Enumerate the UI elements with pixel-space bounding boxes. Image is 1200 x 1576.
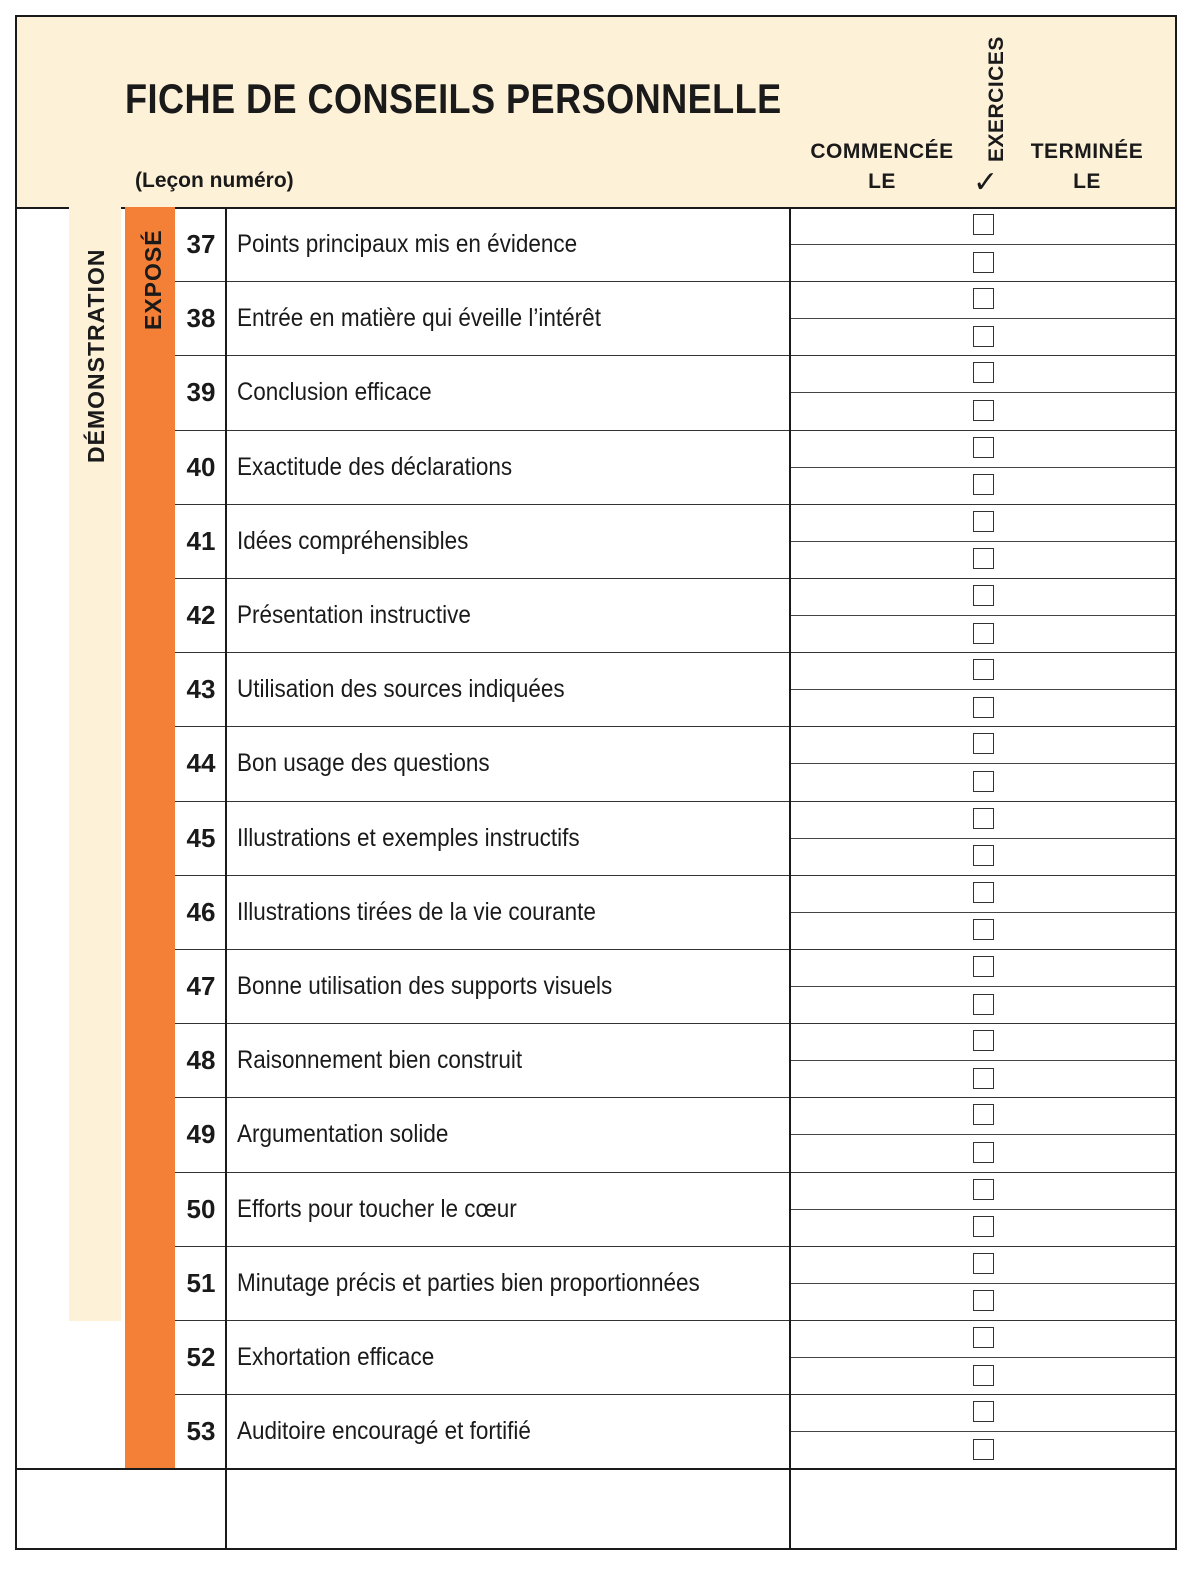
row-divider: [175, 949, 1175, 950]
table-bottom-border: [17, 1468, 1175, 1470]
exercise-checkbox[interactable]: [973, 659, 994, 680]
title-column-left-border: [225, 207, 227, 1548]
row-divider: [175, 578, 1175, 579]
row-divider: [175, 801, 1175, 802]
lesson-title: Raisonnement bien construit: [237, 1046, 523, 1075]
lesson-number: 42: [186, 600, 216, 630]
row-divider-thin: [789, 1060, 1175, 1061]
lesson-title: Auditoire encouragé et fortifié: [237, 1417, 531, 1446]
lesson-number: 37: [186, 229, 216, 259]
lesson-title: Efforts pour toucher le cœur: [237, 1194, 517, 1223]
row-divider-thin: [789, 912, 1175, 913]
row-divider: [175, 875, 1175, 876]
exercise-checkbox[interactable]: [973, 214, 994, 235]
exercise-checkbox[interactable]: [973, 771, 994, 792]
exercise-checkbox[interactable]: [973, 548, 994, 569]
lesson-title: Entrée en matière qui éveille l’intérêt: [237, 304, 601, 333]
lesson-number: 40: [186, 451, 216, 482]
exercise-checkbox[interactable]: [973, 1327, 994, 1348]
row-divider: [175, 355, 1175, 356]
row-divider-thin: [789, 986, 1175, 987]
exercise-checkbox[interactable]: [973, 623, 994, 644]
exercise-checkbox[interactable]: [973, 585, 994, 606]
lesson-number: 38: [186, 303, 216, 334]
checkmark-icon: ✓: [973, 165, 999, 200]
row-divider-thin: [789, 838, 1175, 839]
row-divider-thin: [789, 1134, 1175, 1135]
lesson-number-label: (Leçon numéro): [135, 169, 294, 192]
exercise-checkbox[interactable]: [973, 288, 994, 309]
lesson-title: Utilisation des sources indiquées: [237, 675, 565, 704]
exercise-checkbox[interactable]: [973, 1401, 994, 1422]
exercise-checkbox[interactable]: [973, 474, 994, 495]
lesson-title: Bon usage des questions: [237, 749, 490, 778]
exercise-checkbox[interactable]: [973, 1439, 994, 1460]
lesson-title: Minutage précis et parties bien proportionnées: [237, 1268, 700, 1297]
exercise-checkbox[interactable]: [973, 733, 994, 754]
lesson-number: 48: [186, 1045, 216, 1076]
lesson-number: 50: [186, 1193, 216, 1224]
exercises-column-header: EXERCICES: [985, 36, 1008, 162]
exercise-checkbox[interactable]: [973, 956, 994, 977]
expose-band: [125, 207, 175, 1469]
exercise-checkbox[interactable]: [973, 252, 994, 273]
row-divider: [175, 281, 1175, 282]
lesson-number: 44: [186, 748, 216, 779]
lesson-title: Bonne utilisation des supports visuels: [237, 972, 613, 1000]
finished-le-label: LE: [1073, 170, 1101, 193]
date-column-left-border: [789, 207, 791, 1548]
lesson-number: 52: [186, 1342, 216, 1372]
row-divider: [175, 430, 1175, 431]
lesson-number: 41: [186, 525, 216, 556]
exercise-checkbox[interactable]: [973, 1365, 994, 1386]
row-divider-thin: [789, 244, 1175, 245]
lesson-number: 43: [186, 674, 216, 705]
exercise-checkbox[interactable]: [973, 845, 994, 866]
lesson-number: 46: [186, 896, 216, 927]
exercise-checkbox[interactable]: [973, 1253, 994, 1274]
row-divider-thin: [789, 1357, 1175, 1358]
exercise-checkbox[interactable]: [973, 1104, 994, 1125]
row-divider-thin: [789, 318, 1175, 319]
lesson-title: Argumentation solide: [237, 1120, 449, 1149]
row-divider: [175, 652, 1175, 653]
page-title: FICHE DE CONSEILS PERSONNELLE: [125, 75, 782, 122]
lesson-title: Illustrations et exemples instructifs: [237, 823, 580, 852]
exercise-checkbox[interactable]: [973, 994, 994, 1015]
row-divider: [175, 1023, 1175, 1024]
row-divider: [175, 504, 1175, 505]
lesson-number: 53: [186, 1416, 216, 1447]
exercise-checkbox[interactable]: [973, 362, 994, 383]
exercise-checkbox[interactable]: [973, 919, 994, 940]
lesson-number: 45: [186, 822, 216, 853]
row-divider: [175, 1097, 1175, 1098]
lesson-number: 49: [186, 1119, 216, 1150]
lesson-number: 39: [186, 377, 216, 408]
exercise-checkbox[interactable]: [973, 511, 994, 532]
exercise-checkbox[interactable]: [973, 1290, 994, 1311]
row-divider-thin: [789, 689, 1175, 690]
exercise-checkbox[interactable]: [973, 437, 994, 458]
started-label: COMMENCÉE: [810, 140, 954, 163]
lesson-title: Points principaux mis en évidence: [237, 230, 578, 258]
exercise-checkbox[interactable]: [973, 1142, 994, 1163]
expose-label: EXPOSÉ: [140, 229, 166, 330]
exercise-checkbox[interactable]: [973, 1030, 994, 1051]
row-divider: [175, 1320, 1175, 1321]
sheet-header: [17, 17, 1175, 209]
row-divider-thin: [789, 467, 1175, 468]
row-divider-thin: [789, 1283, 1175, 1284]
row-divider-thin: [789, 541, 1175, 542]
lesson-title: Présentation instructive: [237, 601, 471, 629]
lesson-title: Exhortation efficace: [237, 1343, 435, 1371]
row-divider-thin: [789, 1431, 1175, 1432]
lesson-title: Idées compréhensibles: [237, 526, 469, 555]
lesson-number: 51: [186, 1267, 216, 1298]
exercise-checkbox[interactable]: [973, 1216, 994, 1237]
demonstration-label: DÉMONSTRATION: [83, 248, 109, 463]
row-divider: [175, 1246, 1175, 1247]
started-le-label: LE: [868, 170, 896, 193]
finished-label: TERMINÉE: [1030, 140, 1144, 163]
lesson-title: Exactitude des déclarations: [237, 452, 513, 481]
exercise-checkbox[interactable]: [973, 1179, 994, 1200]
exercise-checkbox[interactable]: [973, 1068, 994, 1089]
row-divider-thin: [789, 763, 1175, 764]
row-divider-thin: [789, 615, 1175, 616]
row-divider: [175, 1172, 1175, 1173]
lesson-title: Illustrations tirées de la vie courante: [237, 897, 596, 926]
exercise-checkbox[interactable]: [973, 882, 994, 903]
row-divider: [175, 1394, 1175, 1395]
finished-column-header: [1002, 137, 1172, 197]
lesson-title: Conclusion efficace: [237, 378, 432, 407]
exercise-checkbox[interactable]: [973, 400, 994, 421]
exercise-checkbox[interactable]: [973, 326, 994, 347]
exercise-checkbox[interactable]: [973, 697, 994, 718]
row-divider: [175, 726, 1175, 727]
row-divider-thin: [789, 392, 1175, 393]
exercise-checkbox[interactable]: [973, 808, 994, 829]
row-divider-thin: [789, 1209, 1175, 1210]
counsel-sheet: [15, 15, 1177, 1550]
started-column-header: [787, 137, 977, 197]
lesson-number: 47: [186, 971, 216, 1001]
